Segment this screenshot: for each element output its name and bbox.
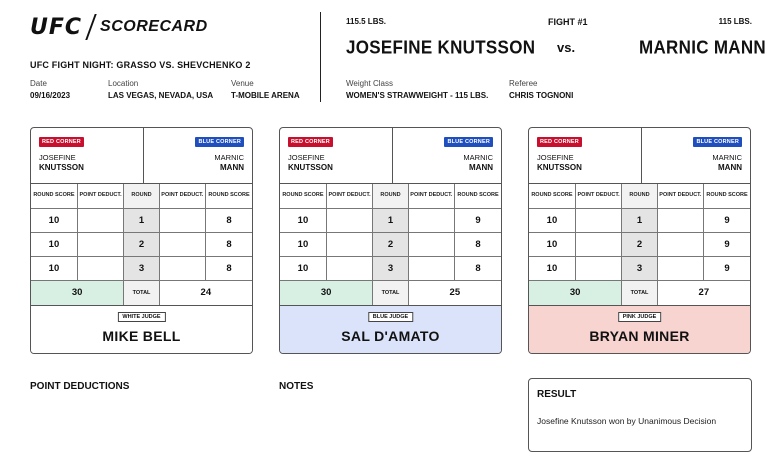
judge-name: BRYAN MINER <box>589 328 690 344</box>
blue-point-deduction <box>657 256 703 280</box>
red-point-deduction <box>326 256 372 280</box>
round-score-header: ROUND SCORE <box>455 184 501 208</box>
blue-point-deduction <box>159 232 205 256</box>
red-corner-fighter <box>39 153 84 173</box>
score-row <box>31 208 252 232</box>
round-number: 3 <box>124 256 159 280</box>
blue-point-deduction <box>657 208 703 232</box>
red-round-score: 10 <box>280 256 326 280</box>
red-fighter-last-name: KNUTSSON <box>288 163 333 172</box>
red-total-score: 30 <box>529 280 622 305</box>
red-corner-badge: RED CORNER <box>39 137 84 147</box>
score-header-row <box>529 184 750 208</box>
red-round-score: 10 <box>529 256 575 280</box>
red-point-deduction <box>77 256 123 280</box>
point-deduct-header: POINT DEDUCT. <box>575 184 621 208</box>
red-round-score: 10 <box>529 208 575 232</box>
blue-fighter-first-name: MARNIC <box>463 153 493 162</box>
score-row <box>280 208 501 232</box>
blue-point-deduction <box>408 256 454 280</box>
round-number: 3 <box>622 256 657 280</box>
judge-color-tag: PINK JUDGE <box>618 312 662 322</box>
blue-point-deduction <box>408 208 454 232</box>
blue-corner-fighter <box>214 153 244 173</box>
blue-round-score: 9 <box>704 256 750 280</box>
score-row <box>529 232 750 256</box>
blue-point-deduction <box>657 232 703 256</box>
red-round-score: 10 <box>529 232 575 256</box>
blue-round-score: 9 <box>704 232 750 256</box>
round-number: 2 <box>373 232 408 256</box>
total-label: TOTAL <box>373 280 408 305</box>
weight-class-label: Weight Class <box>346 79 393 88</box>
judge-color-tag: WHITE JUDGE <box>117 312 165 322</box>
date-label: Date <box>30 79 47 88</box>
red-point-deduction <box>575 208 621 232</box>
round-number: 1 <box>622 208 657 232</box>
blue-round-score: 8 <box>206 208 252 232</box>
total-label: TOTAL <box>124 280 159 305</box>
round-score-header: ROUND SCORE <box>704 184 750 208</box>
corner-names <box>529 128 750 184</box>
ufc-logo-text: UFC <box>30 14 83 40</box>
blue-corner-badge: BLUE CORNER <box>444 137 493 147</box>
judge-box <box>31 305 252 354</box>
location-label: Location <box>108 79 139 88</box>
blue-corner-badge: BLUE CORNER <box>693 137 742 147</box>
judge-name: SAL D'AMATO <box>341 328 440 344</box>
point-deduct-header: POINT DEDUCT. <box>326 184 372 208</box>
point-deduct-header: POINT DEDUCT. <box>159 184 205 208</box>
score-row <box>31 232 252 256</box>
red-round-score: 10 <box>31 256 77 280</box>
blue-fighter-last-name: MANN <box>220 163 244 172</box>
round-number: 2 <box>622 232 657 256</box>
red-fighter-first-name: JOSEFINE <box>537 153 574 162</box>
blue-round-score: 9 <box>455 208 501 232</box>
point-deduct-header: POINT DEDUCT. <box>77 184 123 208</box>
fight-number: FIGHT #1 <box>548 17 588 27</box>
blue-fighter-first-name: MARNIC <box>712 153 742 162</box>
score-header-row <box>280 184 501 208</box>
judge-box <box>280 305 501 354</box>
venue-value: T-MOBILE ARENA <box>231 91 300 100</box>
score-row <box>280 256 501 280</box>
blue-corner-fighter <box>463 153 493 173</box>
red-corner-badge: RED CORNER <box>288 137 333 147</box>
venue-label: Venue <box>231 79 254 88</box>
blue-total-score: 27 <box>657 280 750 305</box>
score-row <box>31 256 252 280</box>
blue-point-deduction <box>159 208 205 232</box>
blue-round-score: 8 <box>206 256 252 280</box>
weight-class-value: WOMEN'S STRAWWEIGHT - 115 LBS. <box>346 91 489 100</box>
score-table <box>280 184 501 306</box>
blue-total-score: 25 <box>408 280 501 305</box>
red-point-deduction <box>575 232 621 256</box>
blue-fighter-weight: 115 LBS. <box>718 17 752 26</box>
round-score-header: ROUND SCORE <box>529 184 575 208</box>
point-deductions-label: POINT DEDUCTIONS <box>30 381 130 392</box>
score-row <box>280 232 501 256</box>
logo-divider <box>85 14 96 40</box>
blue-fighter-last-name: MANN <box>469 163 493 172</box>
judge-scorecard <box>279 127 502 354</box>
round-header: ROUND <box>622 184 657 208</box>
referee-value: CHRIS TOGNONI <box>509 91 574 100</box>
red-point-deduction <box>575 256 621 280</box>
scorecard-logo-text: SCORECARD <box>100 18 208 35</box>
red-point-deduction <box>326 208 372 232</box>
corner-divider <box>143 128 144 184</box>
blue-round-score: 8 <box>455 232 501 256</box>
judge-scorecard <box>30 127 253 354</box>
total-label: TOTAL <box>622 280 657 305</box>
red-total-score: 30 <box>31 280 124 305</box>
blue-fighter-first-name: MARNIC <box>214 153 244 162</box>
result-text: Josefine Knutsson won by Unanimous Decision <box>537 416 717 426</box>
red-corner-badge: RED CORNER <box>537 137 582 147</box>
round-number: 3 <box>373 256 408 280</box>
result-box <box>528 378 752 452</box>
red-round-score: 10 <box>31 232 77 256</box>
total-row <box>529 280 750 305</box>
ufc-scorecard-logo <box>30 14 208 40</box>
red-point-deduction <box>77 208 123 232</box>
round-number: 2 <box>124 232 159 256</box>
point-deduct-header: POINT DEDUCT. <box>408 184 454 208</box>
corner-divider <box>641 128 642 184</box>
round-number: 1 <box>124 208 159 232</box>
blue-fighter-last-name: MANN <box>718 163 742 172</box>
notes-label: NOTES <box>279 381 314 392</box>
red-fighter-weight: 115.5 LBS. <box>346 17 387 26</box>
score-table <box>529 184 750 306</box>
red-fighter-first-name: JOSEFINE <box>288 153 325 162</box>
blue-total-score: 24 <box>159 280 252 305</box>
date-value: 09/16/2023 <box>30 91 71 100</box>
location-value: LAS VEGAS, NEVADA, USA <box>108 91 214 100</box>
score-header-row <box>31 184 252 208</box>
versus-text: vs. <box>557 40 576 55</box>
red-total-score: 30 <box>280 280 373 305</box>
round-score-header: ROUND SCORE <box>206 184 252 208</box>
judge-scorecard <box>528 127 751 354</box>
blue-round-score: 8 <box>455 256 501 280</box>
red-point-deduction <box>77 232 123 256</box>
round-score-header: ROUND SCORE <box>31 184 77 208</box>
round-score-header: ROUND SCORE <box>280 184 326 208</box>
judge-box <box>529 305 750 354</box>
blue-fighter-name: MARNIC MANN <box>639 37 767 58</box>
red-fighter-last-name: KNUTSSON <box>537 163 582 172</box>
round-header: ROUND <box>373 184 408 208</box>
red-fighter-last-name: KNUTSSON <box>39 163 84 172</box>
judge-color-tag: BLUE JUDGE <box>368 312 413 322</box>
header-divider <box>320 12 321 102</box>
red-corner-fighter <box>537 153 582 173</box>
red-round-score: 10 <box>280 232 326 256</box>
result-label: RESULT <box>537 389 577 400</box>
point-deduct-header: POINT DEDUCT. <box>657 184 703 208</box>
red-fighter-first-name: JOSEFINE <box>39 153 76 162</box>
corner-names <box>31 128 252 184</box>
referee-label: Referee <box>509 79 538 88</box>
judge-name: MIKE BELL <box>102 328 181 344</box>
red-point-deduction <box>326 232 372 256</box>
total-row <box>280 280 501 305</box>
round-number: 1 <box>373 208 408 232</box>
corner-names <box>280 128 501 184</box>
blue-round-score: 8 <box>206 232 252 256</box>
score-row <box>529 208 750 232</box>
red-round-score: 10 <box>280 208 326 232</box>
blue-point-deduction <box>159 256 205 280</box>
blue-round-score: 9 <box>704 208 750 232</box>
round-header: ROUND <box>124 184 159 208</box>
total-row <box>31 280 252 305</box>
red-fighter-name: JOSEFINE KNUTSSON <box>346 37 536 58</box>
score-row <box>529 256 750 280</box>
corner-divider <box>392 128 393 184</box>
score-table <box>31 184 252 306</box>
event-title: UFC FIGHT NIGHT: GRASSO VS. SHEVCHENKO 2 <box>30 60 251 70</box>
blue-corner-badge: BLUE CORNER <box>195 137 244 147</box>
blue-point-deduction <box>408 232 454 256</box>
blue-corner-fighter <box>712 153 742 173</box>
red-corner-fighter <box>288 153 333 173</box>
red-round-score: 10 <box>31 208 77 232</box>
